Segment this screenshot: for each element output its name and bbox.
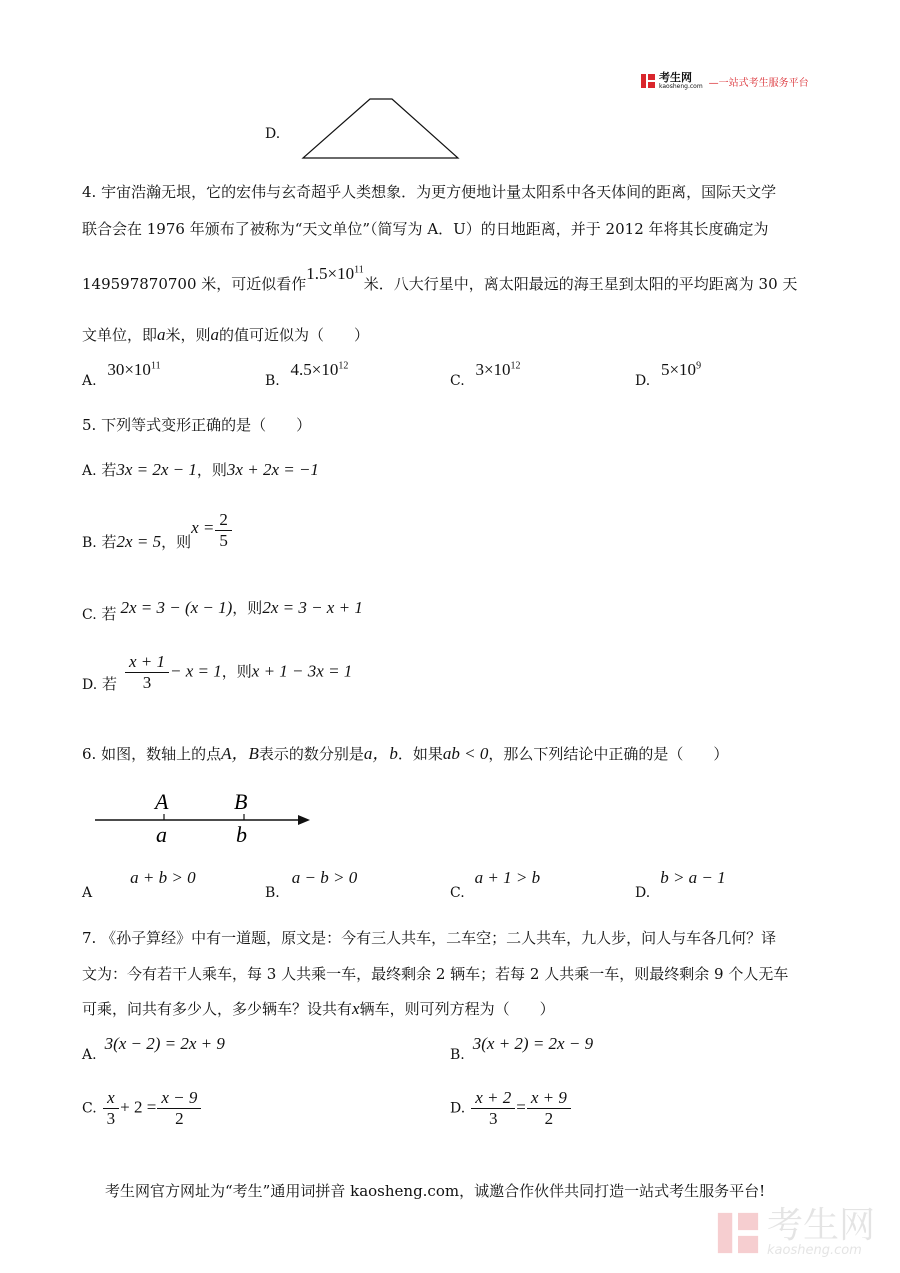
footer-text: 考生网官方网址为“考生”通用词拼音 kaosheng.com，诚邀合作伙伴共同打造一站式考生服务平台! [105, 1182, 766, 1200]
number-line-arrow-icon [298, 815, 310, 825]
q7-option-c[interactable]: C. $\frac{x}{3}$ + 2 = $\frac{x - 9}{2}$ [82, 1088, 202, 1129]
q5-option-c[interactable]: C. 若 2x = 3 − (x − 1)，则2x = 3 − x + 1 [82, 598, 363, 623]
q4-option-b[interactable]: B. $4.5\times 10^{12}$ [265, 360, 349, 389]
q3-option-d-label: D. [265, 126, 281, 142]
kaosheng-logo-icon [640, 73, 656, 89]
q5-option-b[interactable]: B. 若2x = 5，则x = $\frac{2}{5}$ [82, 510, 233, 551]
q6-option-d[interactable]: D.b > a − 1 [635, 868, 726, 901]
q7-line-2: 文为：今有若干人乘车，每 3 人共乘一车，最终剩余 2 辆车；若每 2 人共乘一车，则最终剩余 9 个人无车 [82, 965, 789, 983]
number-line [92, 786, 317, 848]
logo-name: 考生网 [659, 71, 692, 84]
q4-line-2: 联合会在 1976 年颁布了被称为“天文单位”（简写为 A．U）的日地距离，并于 2012 年将其长度确定为 [82, 220, 769, 238]
header-logo [640, 72, 809, 90]
logo-domain: kaosheng.com [659, 83, 703, 90]
trapezoid-figure [300, 96, 462, 162]
q6-option-b[interactable]: B.a − b > 0 [265, 868, 358, 901]
watermark-logo [715, 1205, 876, 1258]
q4-line-1: 4. 宇宙浩瀚无垠，它的宏伟与玄奇超乎人类想象．为更方便地计量太阳系中各天体间的距离，国际天文学 [82, 183, 777, 201]
watermark-logo-icon [715, 1210, 761, 1256]
point-label-b: B [234, 789, 248, 814]
q7-line-3: 可乘，问共有多少人，多少辆车？设共有x辆车，则可列方程为（ ） [82, 999, 555, 1018]
q5-option-d[interactable]: D. 若 $\frac{x + 1}{3}$ − x = 1，则x + 1 − 3x = 1 [82, 652, 353, 693]
q4-line-3: 149597870700 米，可近似看作$1.5\times 10^{11}$米．八大行星中，离太阳最远的海王星到太阳的平均距离为 30 天 [82, 264, 798, 293]
value-label-b: b [236, 822, 247, 847]
watermark-name: 考生网 [767, 1205, 876, 1246]
q7-option-b[interactable]: B.3(x + 2) = 2x − 9 [450, 1034, 594, 1063]
q5-stem: 5. 下列等式变形正确的是（ ） [82, 416, 312, 434]
q4-option-c[interactable]: C. $3\times 10^{12}$ [450, 360, 521, 389]
q4-option-d[interactable]: D. $5\times 10^9$ [635, 360, 702, 389]
q4-option-a[interactable]: A. $30\times 10^{11}$ [82, 360, 161, 389]
value-label-a: a [156, 822, 167, 847]
point-label-a: A [155, 789, 169, 814]
q7-option-a[interactable]: A.3(x − 2) = 2x + 9 [82, 1034, 225, 1063]
q7-line-1: 7. 《孙子算经》中有一道题，原文是：今有三人共车，二车空；二人共车，九人步，问人与车各几何？译 [82, 929, 777, 947]
q5-option-a[interactable]: A. 若3x = 2x − 1，则3x + 2x = −1 [82, 460, 319, 479]
q6-option-c[interactable]: C.a + 1 > b [450, 868, 541, 901]
watermark-domain: kaosheng.com [767, 1243, 862, 1258]
q6-option-a[interactable]: Aa + b > 0 [82, 868, 196, 901]
header-slogan: —一站式考生服务平台 [708, 77, 809, 89]
q6-stem: 6. 如图，数轴上的点A，B表示的数分别是a，b．如果ab < 0，那么下列结论中正确的是（ ） [82, 744, 729, 763]
q7-option-d[interactable]: D. $\frac{x + 2}{3}$ = $\frac{x + 9}{2}$ [450, 1088, 572, 1129]
q4-line-4: 文单位，即a米，则a的值可近似为（ ） [82, 325, 370, 344]
